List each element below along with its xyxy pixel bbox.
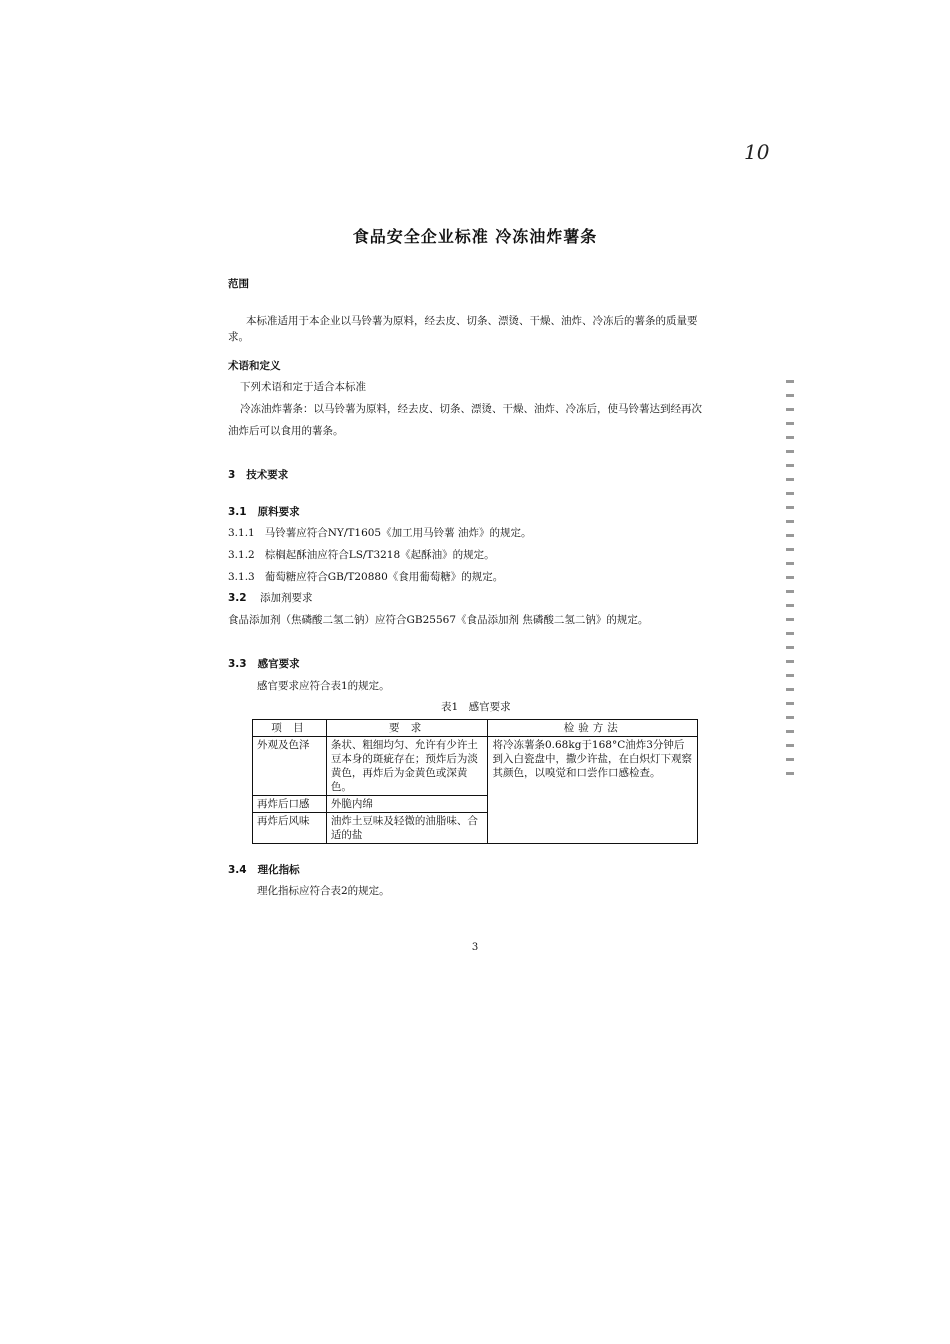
section-3-4-text: 理化指标应符合表2的规定。 [257, 885, 390, 897]
clause-number: 3.1.1 [228, 527, 255, 539]
handwritten-page-mark: 10 [744, 140, 770, 164]
section-3-3-text: 感官要求应符合表1的规定。 [257, 680, 390, 692]
terms-definition-line2: 油炸后可以食用的薯条。 [228, 425, 344, 437]
scope-text-line1: 本标准适用于本企业以马铃薯为原料，经去皮、切条、漂烫、干燥、油炸、冷冻后的薯条的质量要 [246, 315, 698, 327]
scope-text-line2: 求。 [228, 331, 249, 343]
section-title: 添加剂要求 [259, 592, 313, 604]
table-cell-item: 外观及色泽 [253, 737, 327, 796]
section-number: 3 [228, 469, 236, 481]
table1-caption: 表1 感官要求 [441, 701, 511, 713]
scope-heading: 范围 [228, 278, 249, 290]
clause-3-1-2 [228, 547, 495, 563]
clause-text: 棕榈起酥油应符合LS/T3218《起酥油》的规定。 [264, 549, 495, 561]
document-title: 食品安全企业标准 冷冻油炸薯条 [352, 227, 598, 246]
clause-text: 葡萄糖应符合GB/T20880《食用葡萄糖》的规定。 [264, 571, 504, 583]
sensory-requirements-table [252, 719, 698, 844]
table-cell-requirement: 条状、粗细均匀、允许有少许土豆本身的斑疵存在；预炸后为淡黄色，再炸后为金黄色或深黄色。 [326, 737, 488, 796]
table-header-requirement: 要 求 [326, 720, 488, 737]
section-number: 3.4 [228, 864, 247, 876]
table-cell-requirement: 外脆内绵 [326, 796, 488, 813]
table-header-row [253, 720, 698, 737]
section-number: 3.1 [228, 506, 247, 518]
section-title: 理化指标 [257, 864, 300, 876]
section-number: 3.3 [228, 658, 247, 670]
terms-heading: 术语和定义 [228, 360, 281, 372]
terms-definition-line1: 冷冻油炸薯条：以马铃薯为原料，经去皮、切条、漂烫、干燥、油炸、冷冻后，使马铃薯达到经再次 [240, 403, 702, 415]
table-header-method: 检验方法 [488, 720, 698, 737]
table-cell-method: 将冷冻薯条0.68kg于168°C油炸3分钟后到入白瓷盘中，撒少许盐，在白炽灯下观察其颜色，以嗅觉和口尝作口感检查。 [488, 737, 698, 844]
tech-requirements-heading [228, 467, 288, 482]
table-cell-item: 再炸后风味 [253, 813, 327, 844]
table-cell-item: 再炸后口感 [253, 796, 327, 813]
page-number: 3 [471, 942, 479, 953]
clause-3-1-1 [228, 525, 531, 541]
section-3-2-heading [228, 590, 312, 606]
section-title: 技术要求 [246, 469, 289, 481]
section-3-2-text: 食品添加剂（焦磷酸二氢二钠）应符合GB25567《食品添加剂 焦磷酸二氢二钠》的规定。 [228, 614, 649, 626]
section-3-1-heading [228, 504, 300, 519]
table-row [253, 737, 698, 796]
section-3-4-heading [228, 862, 300, 877]
clause-text: 马铃薯应符合NY/T1605《加工用马铃薯 油炸》的规定。 [264, 527, 532, 539]
clause-number: 3.1.3 [228, 571, 255, 583]
section-title: 感官要求 [257, 658, 300, 670]
table-cell-requirement: 油炸土豆味及轻微的油脂味、合适的盐 [326, 813, 488, 844]
section-title: 原料要求 [257, 506, 300, 518]
scan-margin-artifact [786, 380, 794, 780]
section-3-3-heading [228, 656, 300, 671]
terms-intro: 下列术语和定于适合本标准 [240, 381, 366, 393]
table-header-item: 项 目 [253, 720, 327, 737]
clause-number: 3.1.2 [228, 549, 255, 561]
section-number: 3.2 [228, 592, 247, 604]
clause-3-1-3 [228, 569, 503, 585]
